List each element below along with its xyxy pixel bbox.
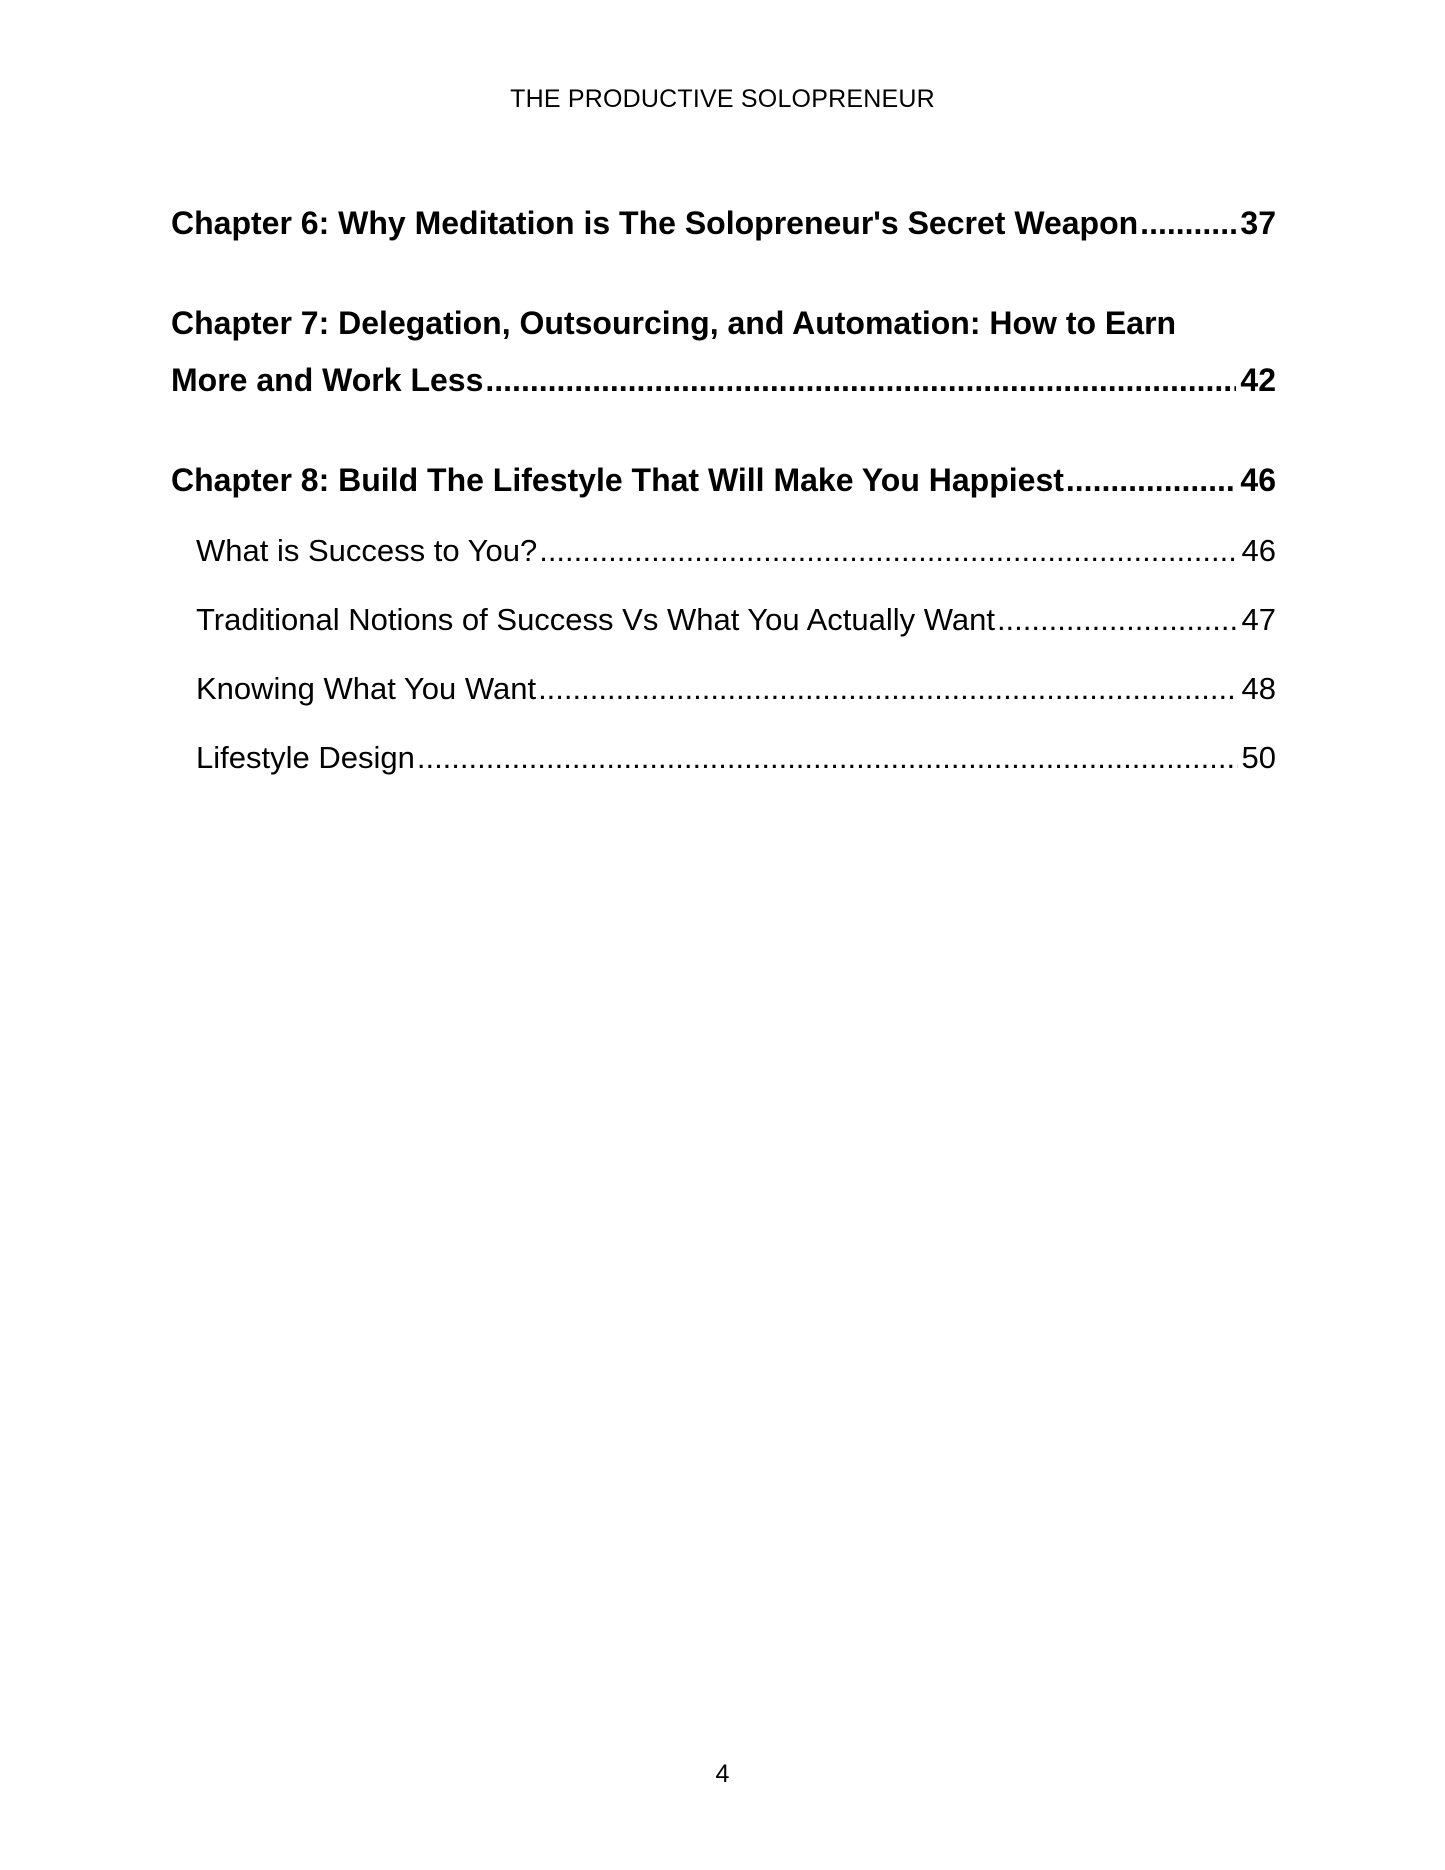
toc-page-number: 46 (1240, 462, 1276, 498)
toc-entry-chapter-8[interactable] (171, 462, 1276, 499)
toc-title: Knowing What You Want (196, 671, 537, 706)
toc-title: More and Work Less (171, 362, 484, 398)
dot-leader (538, 671, 1237, 707)
toc-page-number: 46 (1241, 533, 1276, 568)
dot-leader (1066, 462, 1237, 499)
toc-title: Chapter 6: Why Meditation is The Solopreneur's Secret Weapon (171, 205, 1139, 241)
toc-entry-chapter-7[interactable] (171, 362, 1276, 399)
toc-title: Traditional Notions of Success Vs What You Actually Want (196, 602, 995, 637)
toc-title: Lifestyle Design (196, 740, 415, 775)
toc-page-number: 37 (1240, 205, 1276, 241)
toc-entry-section[interactable] (196, 740, 1276, 776)
toc-entry-section[interactable] (196, 602, 1276, 638)
dot-leader (1140, 205, 1236, 242)
toc-page-number: 42 (1240, 362, 1276, 398)
dot-leader (417, 740, 1238, 776)
toc-entry-chapter-6[interactable] (171, 205, 1276, 242)
toc-title: What is Success to You? (196, 533, 538, 568)
page-number: 4 (715, 1760, 730, 1788)
toc-page-number: 50 (1241, 740, 1276, 775)
toc-entry-section[interactable] (196, 671, 1276, 707)
toc-entry-section[interactable] (196, 533, 1276, 569)
dot-leader (539, 533, 1237, 569)
toc-page-number: 47 (1241, 602, 1276, 637)
toc-page-number: 48 (1241, 671, 1276, 706)
toc-entry-chapter-7-line1[interactable]: Chapter 7: Delegation, Outsourcing, and Automation: How to Earn (171, 305, 1177, 341)
dot-leader (997, 602, 1238, 638)
toc-title: Chapter 8: Build The Lifestyle That Will Make You Happiest (171, 462, 1064, 498)
running-header: THE PRODUCTIVE SOLOPRENEUR (510, 85, 935, 113)
dot-leader (485, 362, 1236, 399)
